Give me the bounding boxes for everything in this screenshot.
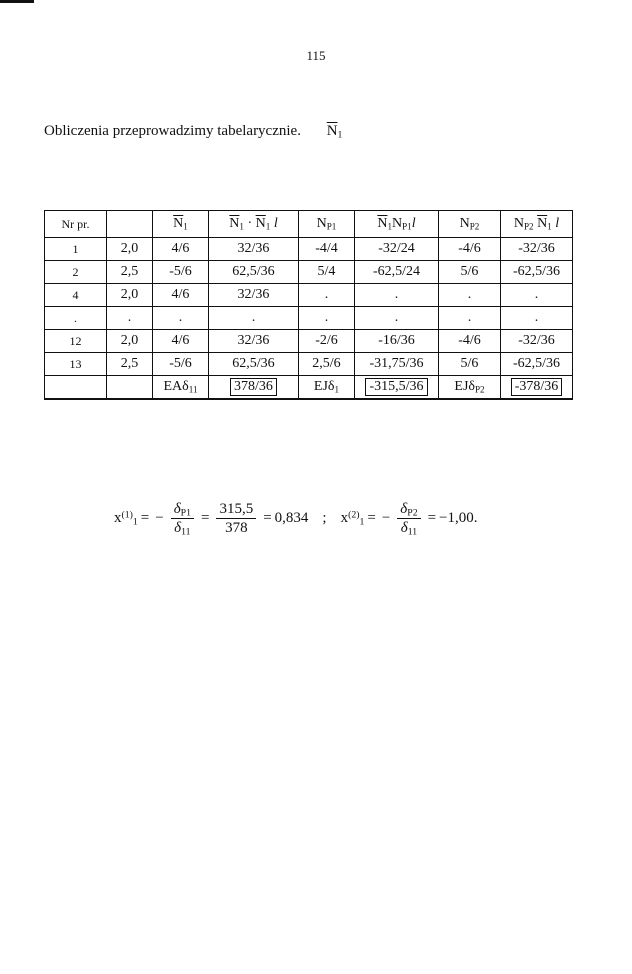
table-cell: 62,5/36 [209,353,299,376]
table-cell: 5/6 [439,261,501,284]
table-cell: . [209,307,299,330]
table-row [45,238,573,261]
x1-symbol: $x^{(1)}_1$ [114,509,138,528]
equals-sign: = [263,510,272,526]
table-cell: -4/6 [439,330,501,353]
table-cell: 2 [45,261,107,284]
page-number: 115 [306,48,326,63]
equals-sign: = [427,510,437,526]
result-x2: −1,00 [439,510,474,526]
table-cell: 4/6 [153,284,209,307]
equals-sign: = [367,510,376,526]
intro-paragraph [44,123,342,140]
table-cell: 2,5/6 [299,353,355,376]
table-cell: -4/4 [299,238,355,261]
header-n1-np1-l: $\overline{N}_1N_{P1}l$ [355,211,439,238]
table-cell: -62,5/24 [355,261,439,284]
header-np2-n1-l: $N_{P2}$ $\overline{N}_1$ l [501,211,573,238]
table-cell: . [355,284,439,307]
table-cell: 2,5 [107,261,153,284]
result-x1: 0,834 [274,510,309,526]
table-cell: 2,0 [107,330,153,353]
fraction-numeric: $\frac{315,5}{378}$ [216,500,256,537]
table-cell: -5/6 [153,261,209,284]
table-cell: 4 [45,284,107,307]
table-cell: 12 [45,330,107,353]
table-cell: -16/36 [355,330,439,353]
summary-value-ej-delta1: -315,5/36 [355,376,439,400]
summary-label-ej-delta1: EJδ$_1$ [299,376,355,400]
table-cell: 2,0 [107,284,153,307]
x2-symbol: $x^{(2)}_1$ [340,509,365,528]
summary-value-ea-delta11: 378/36 [209,376,299,400]
table-cell: . [439,284,501,307]
table-cell: -62,5/36 [501,353,573,376]
table-cell: 62,5/36 [209,261,299,284]
table-cell: 32/36 [209,238,299,261]
table-cell: . [107,307,153,330]
equals-sign: = [200,510,210,526]
table-cell: 4/6 [153,330,209,353]
table-row [45,353,573,376]
table-cell: -4/6 [439,238,501,261]
intro-text: Obliczenia przeprowadzimy tabelarycznie. [44,123,301,139]
table-row [45,307,573,330]
table-cell: -62,5/36 [501,261,573,284]
minus-sign: − [155,510,164,526]
summary-label-ea-delta11: EAδ$_{11}$ [153,376,209,400]
fraction-delta-p1-over-delta-11: $\frac{\delta_{P1}}{\delta_{11}}$ [171,500,194,537]
intro-symbol: $\overline{N}_1$ [326,123,343,141]
summary-row [45,376,573,400]
summary-value-ej-deltap2: -378/36 [501,376,573,400]
summary-label-ej-deltap2: EJδ$_{P2}$ [439,376,501,400]
table-cell: 5/6 [439,353,501,376]
formula-period: . [473,510,478,526]
formula-separator: ; [322,510,327,526]
table-cell: 2,0 [107,238,153,261]
table-cell: . [501,284,573,307]
table-row [45,284,573,307]
table-row [45,330,573,353]
table-cell: 13 [45,353,107,376]
table-row [45,261,573,284]
table-cell-empty [45,376,107,400]
table-cell: . [299,307,355,330]
table-cell: 2,5 [107,353,153,376]
table-cell: . [153,307,209,330]
table-cell: -32/36 [501,238,573,261]
header-np1: $N_{P1}$ [299,211,355,238]
table-cell: -5/6 [153,353,209,376]
header-length [107,211,153,238]
table-cell: -2/6 [299,330,355,353]
table-cell: 4/6 [153,238,209,261]
table-cell: -31,75/36 [355,353,439,376]
table-cell: 32/36 [209,284,299,307]
table-cell: -32/24 [355,238,439,261]
table-cell: . [439,307,501,330]
minus-sign: − [381,510,391,526]
header-n1-n1-l: $\overline{N}_1 \cdot \overline{N}_1$ l [209,211,299,238]
table-cell: . [355,307,439,330]
calculation-table [44,210,573,400]
table-cell: . [501,307,573,330]
header-nr: Nr pr. [45,211,107,238]
table-cell: 1 [45,238,107,261]
fraction-delta-p2-over-delta-11: $\frac{\delta_{P2}}{\delta_{11}}$ [397,500,420,537]
result-formula [114,500,478,537]
table-cell: -32/36 [501,330,573,353]
table-cell: . [45,307,107,330]
table-header-row [45,211,573,238]
table-cell-empty [107,376,153,400]
table-cell: 32/36 [209,330,299,353]
equals-sign: = [140,510,150,526]
header-np2: $N_{P2}$ [439,211,501,238]
table-cell: 5/4 [299,261,355,284]
table-cell: . [299,284,355,307]
header-n1: $\overline{N}_1$ [153,211,209,238]
page-corner-mark [0,0,34,3]
